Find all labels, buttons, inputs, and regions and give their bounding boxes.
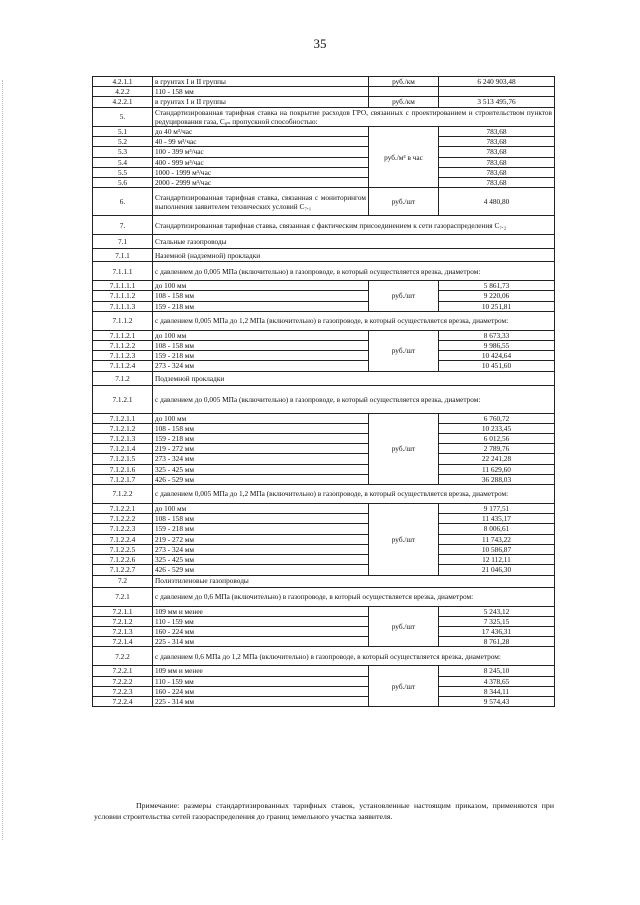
table-row — [93, 97, 555, 107]
row-number: 5.6 — [93, 178, 153, 188]
row-number: 7.1.1.1.1 — [93, 281, 153, 291]
table-row — [93, 534, 555, 544]
row-description: 426 - 529 мм — [153, 565, 369, 575]
table-row — [93, 351, 555, 361]
row-number: 7.1.1.2.3 — [93, 351, 153, 361]
table-row — [93, 504, 555, 514]
value-cell: 10 251,81 — [439, 301, 555, 311]
row-description: с давлением 0,005 МПа до 1,2 МПа (включительно) в газопроводе, в который осуществляется врезка, диаметром: — [153, 311, 555, 330]
table-row — [93, 423, 555, 433]
row-number: 5.1 — [93, 127, 153, 137]
value-cell: 10 451,60 — [439, 361, 555, 371]
table-row — [93, 281, 555, 291]
row-number: 7.2.2.2 — [93, 676, 153, 686]
table-row — [93, 606, 555, 616]
value-cell: 10 424,64 — [439, 351, 555, 361]
table-row — [93, 87, 555, 97]
row-number: 7.2.2 — [93, 647, 153, 666]
table-row — [93, 434, 555, 444]
row-number: 7.1.2.2.1 — [93, 504, 153, 514]
row-description: Стандартизированная тарифная ставка на покрытие расходов ГРО, связанных с проектированием и строительством пунктов редуцирования газа, C₈ₙ пропускной способностью: — [153, 107, 555, 126]
row-description: до 100 мм — [153, 330, 369, 340]
row-number: 7.1.1.2.1 — [93, 330, 153, 340]
row-number: 7.2.1.4 — [93, 637, 153, 647]
table-row — [93, 454, 555, 464]
row-description: 110 - 158 мм — [153, 87, 369, 97]
table-row — [93, 137, 555, 147]
row-number: 7.1.1.1 — [93, 262, 153, 281]
row-description: 273 - 324 мм — [153, 454, 369, 464]
unit-cell: руб./км — [369, 97, 439, 107]
value-cell: 7 325,15 — [439, 616, 555, 626]
unit-cell: руб./шт — [369, 666, 439, 707]
row-description: 108 - 158 мм — [153, 291, 369, 301]
row-description: 219 - 272 мм — [153, 534, 369, 544]
value-cell: 9 220,06 — [439, 291, 555, 301]
unit-cell: руб./м³ в час — [369, 127, 439, 188]
row-number: 7. — [93, 216, 153, 235]
row-description: в грунтах I и II группы — [153, 97, 369, 107]
row-description: 225 - 314 мм — [153, 637, 369, 647]
row-description: с давлением до 0,6 МПа (включительно) в газопроводе, в который осуществляется врезка, диаметром: — [153, 587, 555, 606]
table-row — [93, 575, 555, 587]
row-number: 7.1.2.2.2 — [93, 514, 153, 524]
row-number: 7.2 — [93, 575, 153, 587]
table-row — [93, 330, 555, 340]
table-row — [93, 565, 555, 575]
table-row — [93, 444, 555, 454]
unit-cell: руб./шт — [369, 281, 439, 312]
row-number: 7.1.2.2.3 — [93, 524, 153, 534]
row-description: 100 - 399 м³/час — [153, 147, 369, 157]
tariff-table-body — [93, 77, 555, 707]
row-description: 159 - 218 мм — [153, 351, 369, 361]
value-cell: 5 243,12 — [439, 606, 555, 616]
value-cell: 8 673,33 — [439, 330, 555, 340]
row-number: 7.1.2.1 — [93, 385, 153, 413]
row-description: 325 - 425 мм — [153, 555, 369, 565]
value-cell: 8 344,11 — [439, 686, 555, 696]
unit-cell — [369, 87, 439, 97]
table-row — [93, 524, 555, 534]
row-description: с давлением 0,005 МПа до 1,2 МПа (включительно) в газопроводе, в который осуществляется врезка, диаметром: — [153, 485, 555, 504]
value-cell: 8 006,61 — [439, 524, 555, 534]
value-cell: 2 789,76 — [439, 444, 555, 454]
row-description: Стальные газопроводы — [153, 235, 555, 249]
row-description: 225 - 314 мм — [153, 696, 369, 706]
row-number: 5.3 — [93, 147, 153, 157]
table-row — [93, 371, 555, 385]
table-row — [93, 167, 555, 177]
table-row — [93, 686, 555, 696]
footnote-text: Примечание: размеры стандартизированных тарифных ставок, установленные настоящим приказом, применяются при условии строительства сетей газораспределения до границ земельного участка заявителя. — [94, 801, 554, 821]
value-cell: 9 177,51 — [439, 504, 555, 514]
row-description: 426 - 529 мм — [153, 474, 369, 484]
value-cell: 783,68 — [439, 147, 555, 157]
value-cell: 4 480,80 — [439, 188, 555, 216]
row-number: 7.1.2.1.5 — [93, 454, 153, 464]
table-row — [93, 385, 555, 413]
row-description: Стандартизированная тарифная ставка, связанная с мониторингом выполнения заявителем технических условий C₇.₁ — [153, 188, 369, 216]
row-number: 7.2.1.2 — [93, 616, 153, 626]
table-row — [93, 157, 555, 167]
row-description: до 100 мм — [153, 413, 369, 423]
table-row — [93, 291, 555, 301]
table-row — [93, 413, 555, 423]
row-description: 160 - 224 мм — [153, 626, 369, 636]
unit-cell: руб./шт — [369, 504, 439, 575]
value-cell: 783,68 — [439, 167, 555, 177]
row-description: 400 - 999 м³/час — [153, 157, 369, 167]
row-number: 5.4 — [93, 157, 153, 167]
row-number: 7.1.1.1.2 — [93, 291, 153, 301]
row-description: 110 - 159 мм — [153, 676, 369, 686]
table-row — [93, 587, 555, 606]
row-description: до 40 м³/час — [153, 127, 369, 137]
table-row — [93, 147, 555, 157]
table-row — [93, 361, 555, 371]
scan-edge-marks — [2, 80, 7, 840]
table-row — [93, 676, 555, 686]
table-row — [93, 696, 555, 706]
value-cell: 10 586,87 — [439, 544, 555, 554]
row-number: 7.1.1 — [93, 249, 153, 262]
footnote — [94, 800, 554, 822]
row-description: до 100 мм — [153, 281, 369, 291]
row-number: 7.2.2.3 — [93, 686, 153, 696]
value-cell: 3 513 495,76 — [439, 97, 555, 107]
value-cell: 21 046,30 — [439, 565, 555, 575]
value-cell: 11 435,17 — [439, 514, 555, 524]
row-number: 7.1.2.1.7 — [93, 474, 153, 484]
row-description: Полиэтиленовые газопроводы — [153, 575, 555, 587]
value-cell: 5 861,73 — [439, 281, 555, 291]
value-cell: 8 245,10 — [439, 666, 555, 676]
row-number: 7.2.2.4 — [93, 696, 153, 706]
row-description: с давлением до 0,005 МПа (включительно) в газопроводе, в который осуществляется врезка, диаметром: — [153, 385, 555, 413]
value-cell — [439, 87, 555, 97]
row-description: 40 - 99 м³/час — [153, 137, 369, 147]
table-row — [93, 626, 555, 636]
value-cell: 11 743,22 — [439, 534, 555, 544]
table-row — [93, 77, 555, 87]
table-row — [93, 249, 555, 262]
row-number: 5. — [93, 107, 153, 126]
table-row — [93, 485, 555, 504]
value-cell: 9 986,55 — [439, 341, 555, 351]
unit-cell: руб./км — [369, 77, 439, 87]
row-number: 7.1.2.1.2 — [93, 423, 153, 433]
unit-cell: руб./шт — [369, 188, 439, 216]
row-description: 159 - 218 мм — [153, 301, 369, 311]
value-cell: 22 241,28 — [439, 454, 555, 464]
page-number: 35 — [313, 36, 327, 51]
row-number: 7.1.1.2.2 — [93, 341, 153, 351]
table-row — [93, 555, 555, 565]
value-cell: 10 233,45 — [439, 423, 555, 433]
row-description: 325 - 425 мм — [153, 464, 369, 474]
row-number: 5.2 — [93, 137, 153, 147]
row-number: 7.1.2.1.1 — [93, 413, 153, 423]
row-number: 7.1 — [93, 235, 153, 249]
value-cell: 6 760,72 — [439, 413, 555, 423]
row-description: 273 - 324 мм — [153, 361, 369, 371]
value-cell: 783,68 — [439, 127, 555, 137]
row-description: Наземной (надземной) прокладки — [153, 249, 555, 262]
value-cell: 36 288,03 — [439, 474, 555, 484]
row-description: Стандартизированная тарифная ставка, связанная с фактическим присоединением к сети газораспределения C₇.₂ — [153, 216, 555, 235]
table-row — [93, 127, 555, 137]
row-description: 110 - 159 мм — [153, 616, 369, 626]
value-cell: 783,68 — [439, 157, 555, 167]
value-cell: 783,68 — [439, 137, 555, 147]
value-cell: 9 574,43 — [439, 696, 555, 706]
row-description: 2000 - 2999 м³/час — [153, 178, 369, 188]
table-row — [93, 637, 555, 647]
table-row — [93, 216, 555, 235]
row-number: 7.1.2.1.3 — [93, 434, 153, 444]
row-description: 108 - 158 мм — [153, 514, 369, 524]
row-description: 273 - 324 мм — [153, 544, 369, 554]
row-number: 7.2.1 — [93, 587, 153, 606]
table-row — [93, 188, 555, 216]
table-row — [93, 544, 555, 554]
row-number: 7.1.2.2.7 — [93, 565, 153, 575]
row-number: 7.1.2.1.6 — [93, 464, 153, 474]
row-description: в грунтах I и II группы — [153, 77, 369, 87]
row-number: 7.2.2.1 — [93, 666, 153, 676]
table-row — [93, 666, 555, 676]
table-row — [93, 262, 555, 281]
table-row — [93, 178, 555, 188]
row-number: 7.1.2.2.6 — [93, 555, 153, 565]
row-number: 7.1.2.2.4 — [93, 534, 153, 544]
value-cell: 11 629,60 — [439, 464, 555, 474]
unit-cell: руб./шт — [369, 606, 439, 647]
table-row — [93, 647, 555, 666]
row-description: с давлением 0,6 МПа до 1,2 МПа (включительно) в газопроводе, в который осуществляется врезка, диаметром: — [153, 647, 555, 666]
table-row — [93, 311, 555, 330]
row-description: 159 - 218 мм — [153, 434, 369, 444]
table-row — [93, 341, 555, 351]
value-cell: 4 378,65 — [439, 676, 555, 686]
table-row — [93, 616, 555, 626]
row-number: 7.1.1.2.4 — [93, 361, 153, 371]
row-number: 7.1.2.2 — [93, 485, 153, 504]
row-number: 7.1.1.2 — [93, 311, 153, 330]
value-cell: 6 012,56 — [439, 434, 555, 444]
value-cell: 783,68 — [439, 178, 555, 188]
value-cell: 17 436,31 — [439, 626, 555, 636]
row-number: 7.2.1.1 — [93, 606, 153, 616]
row-number: 7.1.2.2.5 — [93, 544, 153, 554]
table-row — [93, 514, 555, 524]
row-description: 109 мм и менее — [153, 606, 369, 616]
table-row — [93, 301, 555, 311]
row-description: Подземной прокладки — [153, 371, 555, 385]
table-row — [93, 235, 555, 249]
row-description: 108 - 158 мм — [153, 341, 369, 351]
row-number: 6. — [93, 188, 153, 216]
row-number: 4.2.2.1 — [93, 97, 153, 107]
row-description: 219 - 272 мм — [153, 444, 369, 454]
tariff-table — [92, 76, 555, 707]
row-number: 4.2.2 — [93, 87, 153, 97]
row-description: до 100 мм — [153, 504, 369, 514]
row-description: 109 мм и менее — [153, 666, 369, 676]
row-number: 7.1.1.1.3 — [93, 301, 153, 311]
row-number: 4.2.1.1 — [93, 77, 153, 87]
unit-cell: руб./шт — [369, 413, 439, 484]
value-cell: 6 240 903,48 — [439, 77, 555, 87]
row-description: с давлением до 0,005 МПа (включительно) в газопроводе, в который осуществляется врезка, диаметром: — [153, 262, 555, 281]
row-number: 5.5 — [93, 167, 153, 177]
table-row — [93, 474, 555, 484]
table-row — [93, 107, 555, 126]
table-row — [93, 464, 555, 474]
row-description: 1000 - 1999 м³/час — [153, 167, 369, 177]
row-description: 108 - 158 мм — [153, 423, 369, 433]
row-number: 7.1.2.1.4 — [93, 444, 153, 454]
value-cell: 12 112,11 — [439, 555, 555, 565]
unit-cell: руб./шт — [369, 330, 439, 371]
row-number: 7.1.2 — [93, 371, 153, 385]
row-description: 159 - 218 мм — [153, 524, 369, 534]
value-cell: 8 761,28 — [439, 637, 555, 647]
row-number: 7.2.1.3 — [93, 626, 153, 636]
row-description: 160 - 224 мм — [153, 686, 369, 696]
